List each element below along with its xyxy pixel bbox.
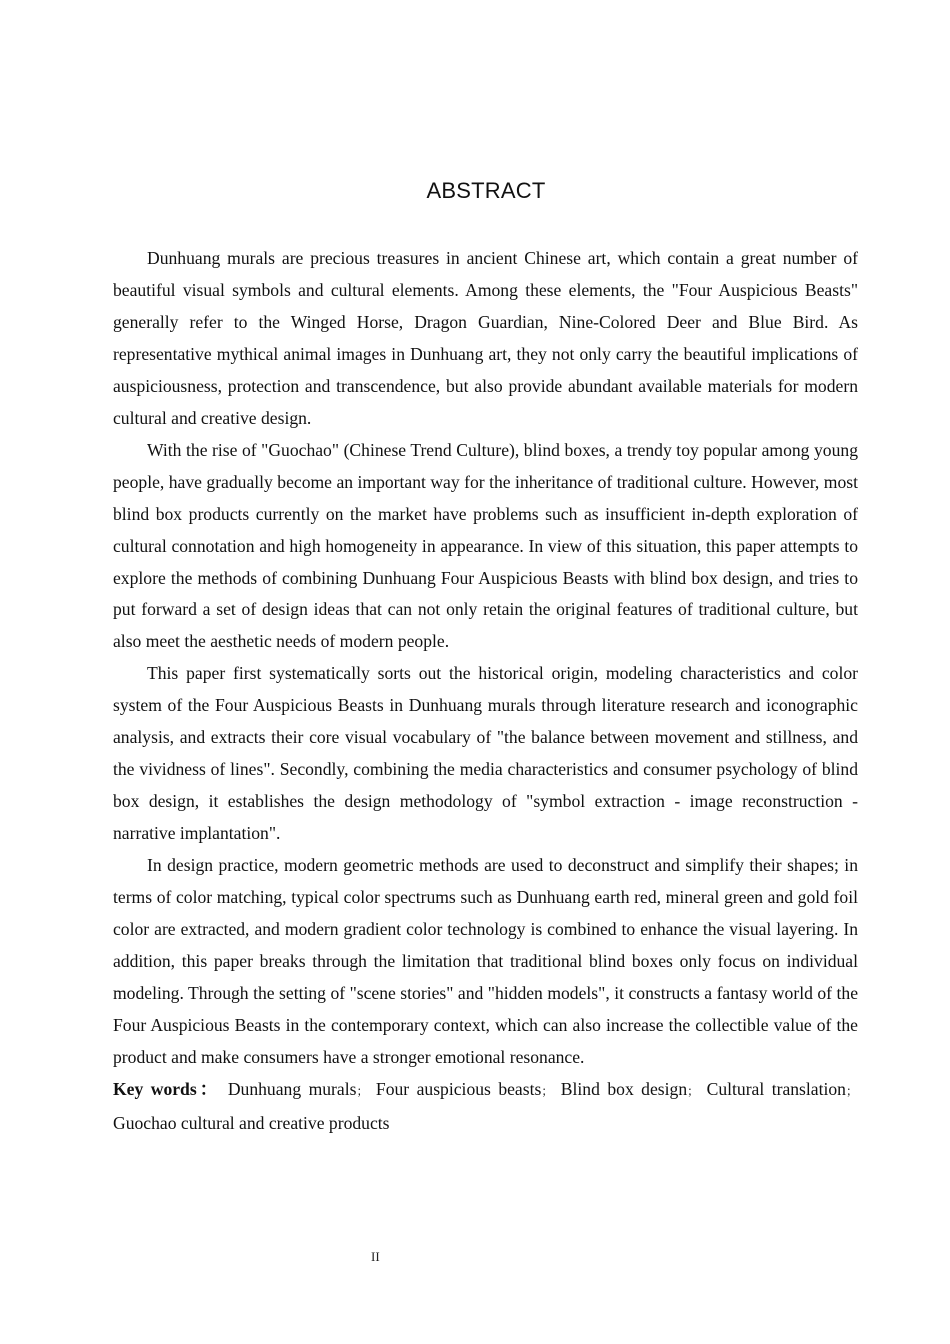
abstract-paragraph-4: In design practice, modern geometric methods are used to deconstruct and simplify their shapes; in terms of color matching, typical color spectrums such as Dunhuang earth red, mineral green and gold foil color are extracted, and modern gradient color technology is combined to enhance the visual layering. In addition, this paper breaks through the limitation that traditional blind boxes only focus on individual modeling. Through the setting of "scene stories" and "hidden models", it constructs a fantasy world of the Four Auspicious Beasts in the contemporary context, which can also increase the collectible value of the product and make consumers have a stronger emotional resonance. [113,855,858,1067]
page-number: II [371,1249,380,1264]
abstract-paragraph-1: Dunhuang murals are precious treasures in ancient Chinese art, which contain a great number of beautiful visual symbols and cultural elements. Among these elements, the "Four Auspicious Beasts" generally refer to the Winged Horse, Dragon Guardian, Nine-Colored Deer and Blue Bird. As representative mythical animal images in Dunhuang art, they not only carry the beautiful implications of auspiciousness, protection and transcendence, but also provide abundant available materials for modern cultural and creative design. [113,248,858,428]
keywords-line [113,1074,858,1140]
keyword-item: Guochao cultural and creative products [113,1112,390,1133]
keyword-item: Blind box design [560,1078,688,1099]
keyword-separator: ； [687,1083,700,1098]
keyword-item: Dunhuang murals [227,1078,357,1099]
keyword-separator: ； [356,1083,369,1098]
keywords-label: Key words [113,1078,197,1099]
abstract-paragraph-2: With the rise of "Guochao" (Chinese Trend Culture), blind boxes, a trendy toy popular among young people, have gradually become an important way for the inheritance of traditional culture. However, most blind box products currently on the market have problems such as insufficient in-depth exploration of cultural connotation and high homogeneity in appearance. In view of this situation, this paper attempts to explore the methods of combining Dunhuang Four Auspicious Beasts with blind box design, and tries to put forward a set of design ideas that can not only retain the original features of traditional culture, but also meet the aesthetic needs of modern people. [113,439,858,652]
keywords-label-separator: ： [196,1078,221,1099]
keyword-item: Cultural translation [706,1078,846,1099]
keyword-separator: ； [541,1083,554,1098]
keyword-item: Four auspicious beasts [375,1078,542,1099]
abstract-title: ABSTRACT [426,178,546,203]
abstract-body [113,243,858,1140]
abstract-paragraph-3: This paper first systematically sorts out the historical origin, modeling characteristics and color system of the Four Auspicious Beasts in Dunhuang murals through literature research and iconographic analysis, and extracts their core visual vocabulary of "the balance between movement and stillness, and the vividness of lines". Secondly, combining the media characteristics and consumer psychology of blind box design, it establishes the design methodology of "symbol extraction - image reconstruction - narrative implantation". [113,663,858,844]
keyword-separator: ； [845,1083,858,1098]
